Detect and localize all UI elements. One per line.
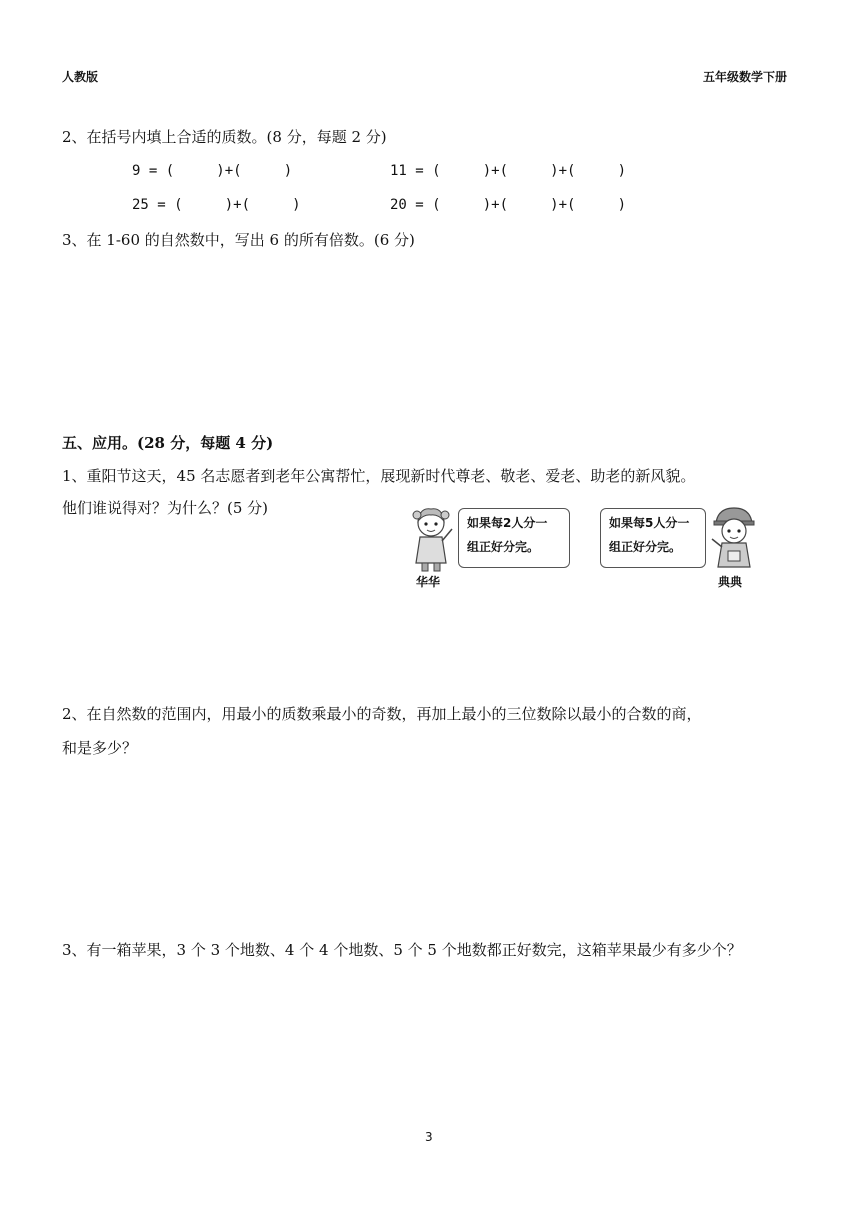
question-2-title: 2、在括号内填上合适的质数。(8 分，每题 2 分) [62, 128, 387, 146]
header-left: 人教版 [62, 70, 99, 84]
diandian-name: 典典 [718, 575, 743, 589]
diandian-speech-line-2: 组正好分完。 [609, 540, 682, 554]
equation-25: 25 = ( )+( ) [132, 197, 301, 213]
equation-20: 20 = ( )+( )+( ) [390, 197, 627, 213]
section-5-title: 五、应用。(28 分，每题 4 分) [62, 434, 274, 452]
problem-1-line-2: 他们谁说得对？为什么？(5 分) [62, 499, 269, 517]
problem-2-line-2: 和是多少？ [62, 739, 138, 757]
diandian-speech-line-1: 如果每5人分一 [609, 516, 690, 530]
page-number: 3 [425, 1130, 433, 1144]
equation-9: 9 = ( )+( ) [132, 163, 293, 179]
diandian-boy-illustration [708, 505, 758, 573]
huahua-speech-bubble [458, 508, 570, 568]
huahua-name: 华华 [416, 575, 441, 589]
huahua-speech-line-2: 组正好分完。 [467, 540, 540, 554]
problem-2-line-1: 2、在自然数的范围内，用最小的质数乘最小的奇数，再加上最小的三位数除以最小的合数的商， [62, 705, 702, 723]
problem-3: 3、有一箱苹果，3 个 3 个地数、4 个 4 个地数、5 个 5 个地数都正好数完，这箱苹果最少有多少个？ [62, 941, 742, 959]
diandian-speech-bubble [600, 508, 706, 568]
huahua-girl-illustration [408, 505, 454, 573]
huahua-speech-line-1: 如果每2人分一 [467, 516, 548, 530]
header-right: 五年级数学下册 [703, 70, 788, 84]
problem-1-line-1: 1、重阳节这天，45 名志愿者到老年公寓帮忙，展现新时代尊老、敬老、爱老、助老的新风貌。 [62, 467, 696, 485]
question-3-title: 3、在 1-60 的自然数中，写出 6 的所有倍数。(6 分) [62, 231, 415, 249]
equation-11: 11 = ( )+( )+( ) [390, 163, 627, 179]
